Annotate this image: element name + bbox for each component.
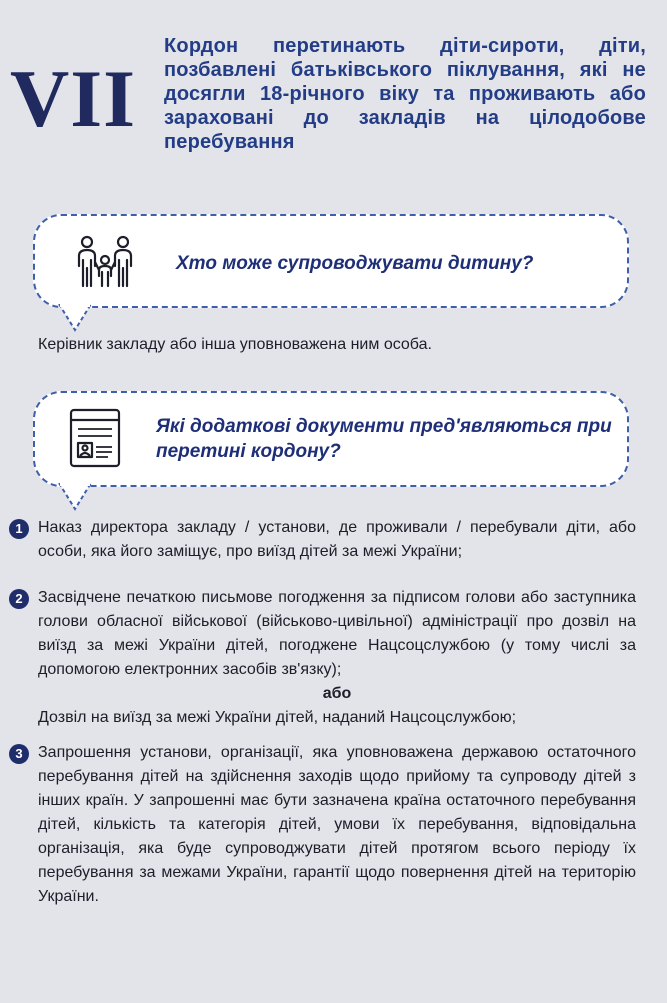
question-bubble-who — [33, 214, 629, 308]
bubble-tail — [57, 304, 93, 332]
document-item-text: Засвідчене печаткою письмове погодження за підписом голови або заступника голови обласної військової (військово-цивільної) адміністрації про дозвіл на виїзд за межі України дітей, погоджене Нацсоцслужбою (у тому числі за допомогою електронних засобів зв'язку); — [38, 589, 636, 678]
number-badge: 1 — [9, 519, 29, 539]
question-who: Хто може супроводжувати дитину? — [176, 253, 534, 274]
section-header — [0, 0, 667, 190]
number-badge: 3 — [9, 744, 29, 764]
document-item-3 — [15, 741, 636, 909]
document-item-1 — [15, 516, 636, 564]
family-icon — [75, 234, 135, 295]
document-item-text: Запрошення установи, організації, яка уповноважена державою остаточного перебування дітей на здійснення заходів щодо прийому та супроводу дітей з інших країн. У запрошенні має бути зазначена країна остаточного перебування дітей, кількість та категорія дітей, умови їх перебування, відповідальна організація, яка буде супроводжувати дітей протягом всього періоду їх перебування за межами України, гарантії щодо повернення дітей на територію України. — [38, 744, 636, 905]
document-item-text: Наказ директора закладу / установи, де проживали / перебували діти, або особи, яка його заміщує, про виїзд дітей за межі України; — [38, 519, 636, 560]
document-icon — [68, 407, 122, 474]
or-separator: або — [322, 685, 352, 702]
section-title: Кордон перетинають діти-сироти, діти, позбавлені батьківського піклування, які не досягли 18-річного віку та проживають або зараховані до закладів на цілодобове перебування — [164, 35, 646, 153]
number-badge: 2 — [9, 589, 29, 609]
document-item-2 — [15, 586, 636, 730]
section-numeral: VII — [10, 53, 137, 144]
question-bubble-docs — [33, 391, 629, 487]
answer-who: Керівник закладу або інша уповноважена ним особа. — [38, 336, 432, 353]
question-docs: Які додаткові документи пред'являються при перетині кордону? — [156, 416, 612, 462]
bubble-tail — [57, 483, 93, 511]
document-item-alt-text: Дозвіл на виїзд за межі України дітей, наданий Нацсоцслужбою; — [38, 709, 517, 726]
